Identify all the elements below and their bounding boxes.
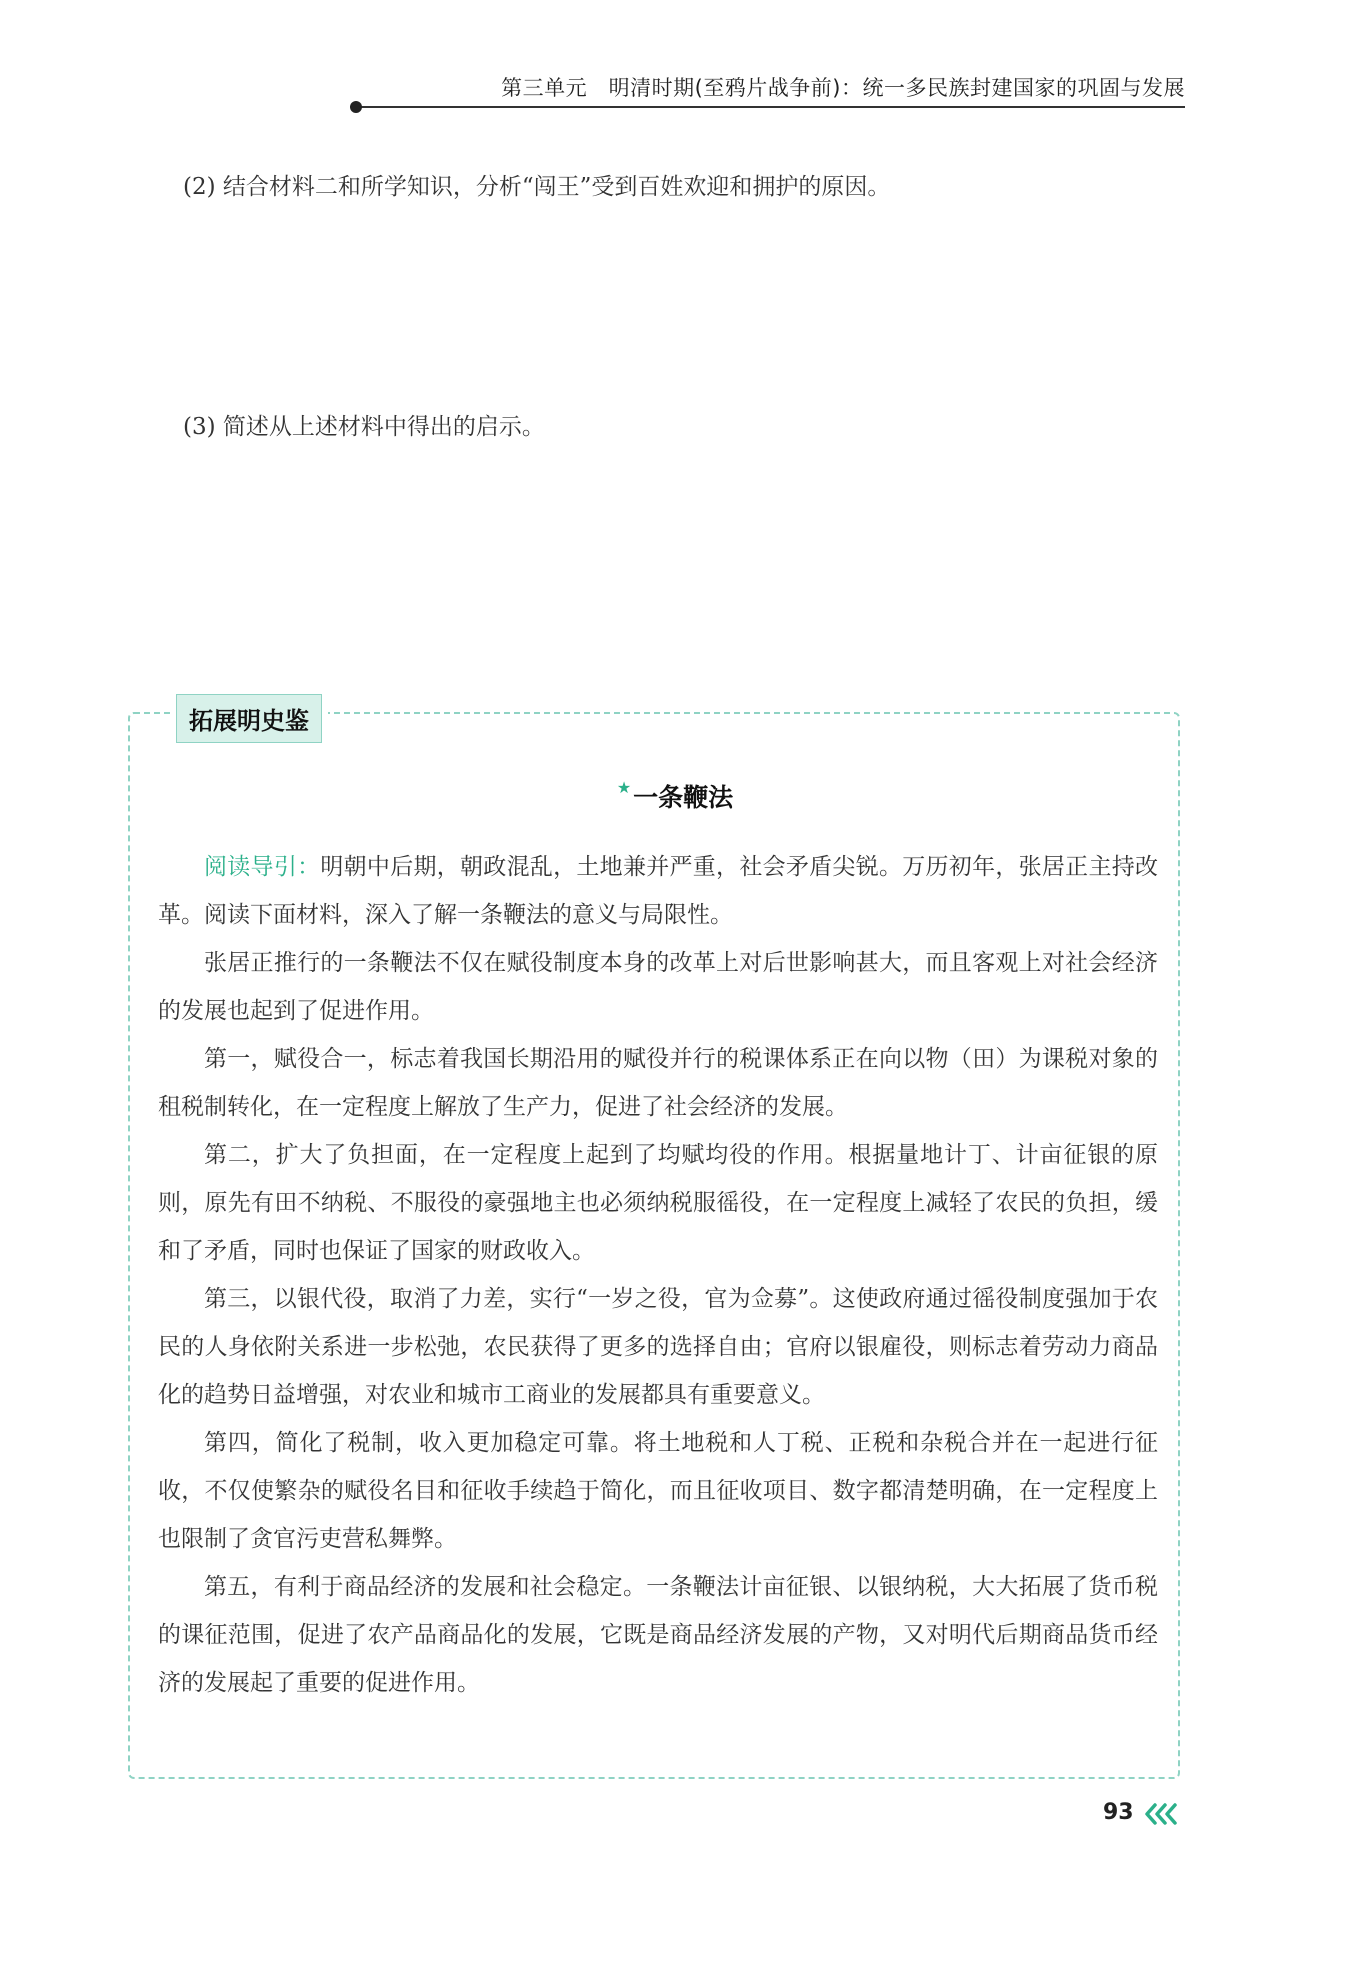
extension-label-text: 拓展明史鉴 bbox=[176, 694, 322, 743]
paragraph-second: 第二，扩大了负担面，在一定程度上起到了均赋均役的作用。根据量地计丁、计亩征银的原则，原先有田不纳税、不服役的豪强地主也必须纳税服徭役，在一定程度上减轻了农民的负担，缓和了矛盾，同时也保证了国家的财政收入。 bbox=[158, 1142, 1158, 1264]
star-icon: ★ bbox=[616, 778, 632, 797]
paragraph-fourth: 第四，简化了税制，收入更加稳定可靠。将土地税和人丁税、正税和杂税合并在一起进行征收，不仅使繁杂的赋役名目和征收手续趋于简化，而且征收项目、数字都清楚明确，在一定程度上也限制了贪官污吏营私舞弊。 bbox=[158, 1430, 1158, 1552]
page-number: 93 bbox=[1103, 1800, 1134, 1825]
paragraph-fifth: 第五，有利于商品经济的发展和社会稳定。一条鞭法计亩征银、以银纳税，大大拓展了货币税的课征范围，促进了农产品商品化的发展，它既是商品经济发展的产物，又对明代后期商品货币经济的发展起了重要的促进作用。 bbox=[158, 1574, 1158, 1696]
reading-guide-label: 阅读导引： bbox=[204, 854, 321, 880]
paragraph-intro: 张居正推行的一条鞭法不仅在赋役制度本身的改革上对后世影响甚大，而且客观上对社会经济的发展也起到了促进作用。 bbox=[158, 950, 1158, 1024]
extension-label bbox=[170, 694, 328, 743]
triple-chevron-left-icon bbox=[1143, 1802, 1183, 1826]
reading-guide bbox=[158, 843, 1158, 939]
question-2: (2) 结合材料二和所学知识，分析“闯王”受到百姓欢迎和拥护的原因。 bbox=[183, 174, 891, 200]
header-bullet-dot bbox=[350, 101, 362, 113]
paragraph-first: 第一，赋役合一，标志着我国长期沿用的赋役并行的税课体系正在向以物（田）为课税对象的租税制转化，在一定程度上解放了生产力，促进了社会经济的发展。 bbox=[158, 1046, 1158, 1120]
reading-guide-text: 明朝中后期，朝政混乱，土地兼并严重，社会矛盾尖锐。万历初年，张居正主持改革。阅读下面材料，深入了解一条鞭法的意义与局限性。 bbox=[158, 854, 1158, 928]
header-text: 第三单元 明清时期(至鸦片战争前)：统一多民族封建国家的巩固与发展 bbox=[501, 76, 1185, 100]
article-title-text: 一条鞭法 bbox=[633, 783, 734, 812]
question-3: (3) 简述从上述材料中得出的启示。 bbox=[183, 414, 545, 440]
article-body bbox=[158, 843, 1158, 1707]
paragraph-third: 第三，以银代役，取消了力差，实行“一岁之役，官为佥募”。这使政府通过徭役制度强加于农民的人身依附关系进一步松弛，农民获得了更多的选择自由；官府以银雇役，则标志着劳动力商品化的趋势日益增强，对农业和城市工商业的发展都具有重要意义。 bbox=[158, 1286, 1158, 1408]
article-title bbox=[0, 778, 1350, 814]
running-header bbox=[355, 68, 1185, 108]
